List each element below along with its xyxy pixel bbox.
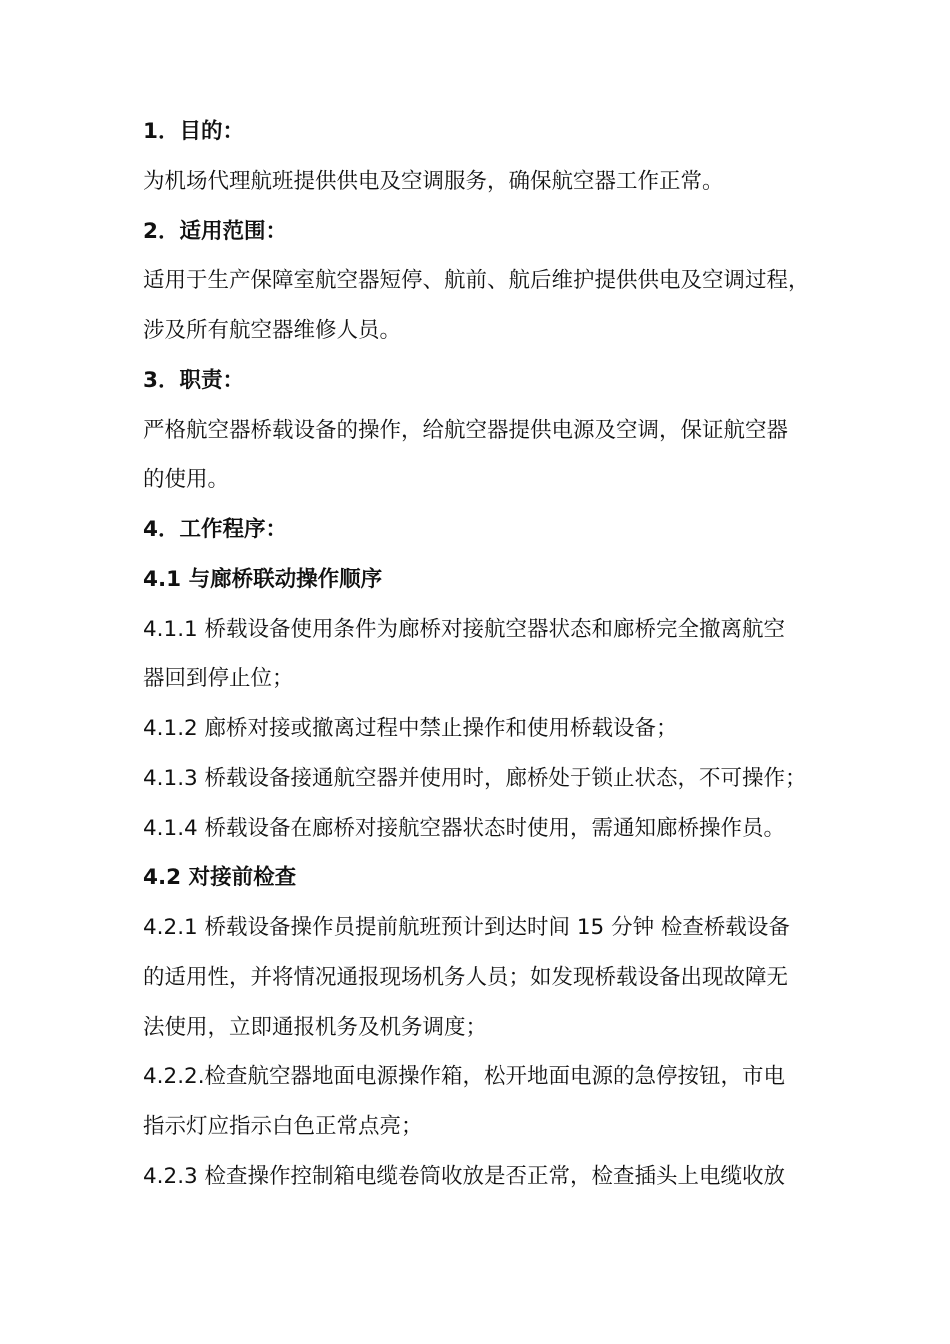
paragraph-line: 4.2.1 桥载设备操作员提前航班预计到达时间 15 分钟 检查桥载设备 <box>143 915 790 940</box>
paragraph-line: 4.1.3 桥载设备接通航空器并使用时，廊桥处于锁止状态，不可操作； <box>143 765 807 791</box>
paragraph-line: 的适用性，并将情况通报现场机务人员；如发现桥载设备出现故障无 <box>143 964 789 990</box>
section-heading-responsibility: 3．职责： <box>143 367 244 393</box>
section-heading-scope: 2．适用范围： <box>143 218 287 244</box>
paragraph-line: 4.1.2 廊桥对接或撤离过程中禁止操作和使用桥载设备； <box>143 716 678 741</box>
paragraph-line: 的使用。 <box>143 467 230 493</box>
subsection-heading-4-1: 4.1 与廊桥联动操作顺序 <box>143 566 383 592</box>
paragraph-line: 4.1.4 桥载设备在廊桥对接航空器状态时使用，需通知廊桥操作员。 <box>143 815 786 841</box>
paragraph-line: 涉及所有航空器维修人员。 <box>143 318 402 343</box>
section-heading-procedure: 4．工作程序： <box>143 517 287 542</box>
subsection-heading-4-2: 4.2 对接前检查 <box>143 865 297 891</box>
section-heading-purpose: 1．目的： <box>143 119 244 144</box>
paragraph-line: 指示灯应指示白色正常点亮； <box>143 1114 423 1139</box>
paragraph-line: 为机场代理航班提供供电及空调服务，确保航空器工作正常。 <box>143 168 724 194</box>
paragraph-line: 器回到停止位； <box>143 666 294 692</box>
paragraph-line: 4.1.1 桥载设备使用条件为廊桥对接航空器状态和廊桥完全撤离航空 <box>143 616 786 642</box>
paragraph-line: 适用于生产保障室航空器短停、航前、航后维护提供供电及空调过程， <box>143 268 810 294</box>
paragraph-line: 严格航空器桥载设备的操作，给航空器提供电源及空调，保证航空器 <box>143 417 789 443</box>
document-body <box>143 107 823 1202</box>
paragraph-line: 4.2.2.检查航空器地面电源操作箱，松开地面电源的急停按钮，市电 <box>143 1064 786 1090</box>
paragraph-line: 4.2.3 检查操作控制箱电缆卷筒收放是否正常，检查插头上电缆收放 <box>143 1163 786 1189</box>
paragraph-line: 法使用，立即通报机务及机务调度； <box>143 1014 488 1040</box>
